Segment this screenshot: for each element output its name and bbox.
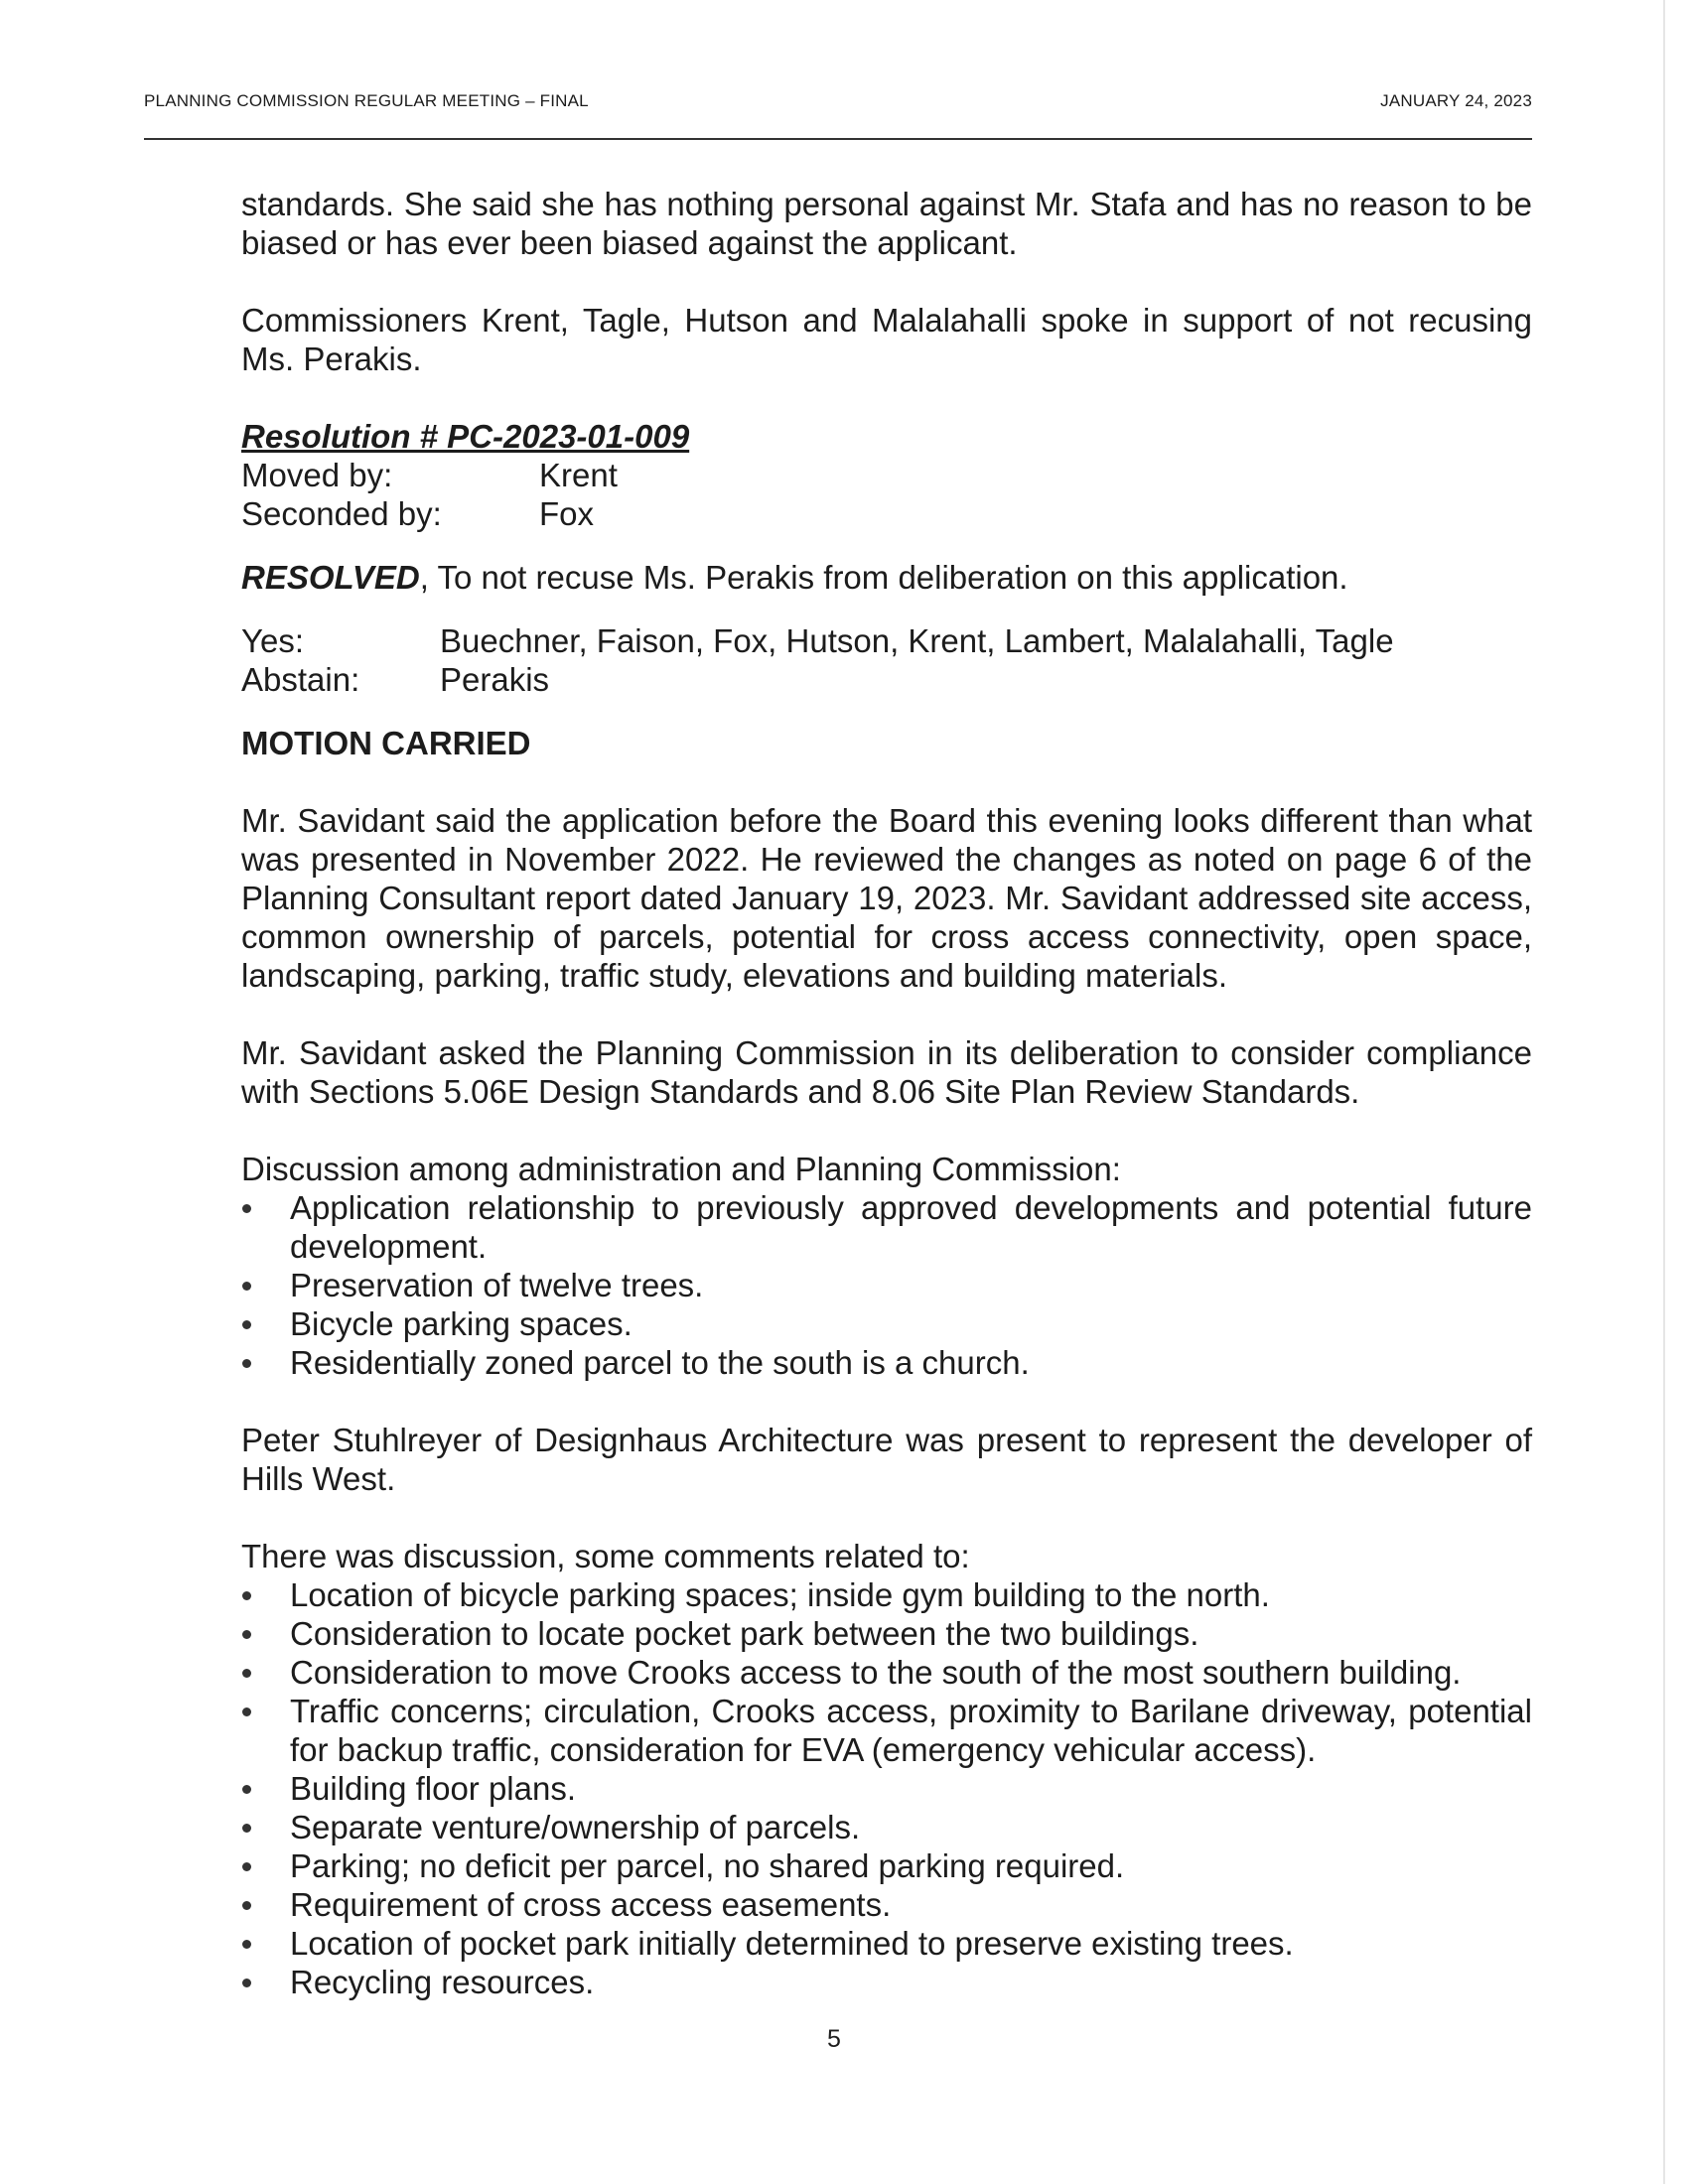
header-divider <box>144 138 1532 140</box>
vote-abstain-row <box>241 660 1532 699</box>
bullet-icon <box>242 1204 251 1213</box>
bullet-icon <box>242 1282 251 1291</box>
list-item: Traffic concerns; circulation, Crooks access, proximity to Barilane driveway, potential for backup traffic, consideration for EVA (emergency vehicular access). <box>241 1692 1532 1769</box>
bullet-icon <box>242 1359 251 1368</box>
paragraph-standards: standards. She said she has nothing personal against Mr. Stafa and has no reason to be biased or has ever been biased against the applicant. <box>241 186 1532 261</box>
seconded-by-label: Seconded by: <box>241 495 442 532</box>
resolved-text: , To not recuse Ms. Perakis from deliberation on this application. <box>419 559 1348 596</box>
bullet-icon <box>242 1320 251 1329</box>
vote-yes-row <box>241 621 1532 660</box>
bullet-icon <box>242 1630 251 1639</box>
list-item: Parking; no deficit per parcel, no shared parking required. <box>241 1846 1532 1885</box>
list-item: Consideration to move Crooks access to the south of the most southern building. <box>241 1653 1532 1692</box>
discussion-intro: Discussion among administration and Planning Commission: <box>241 1151 1121 1187</box>
list-item: Consideration to locate pocket park between the two buildings. <box>241 1614 1532 1653</box>
list-item: Separate venture/ownership of parcels. <box>241 1808 1532 1846</box>
page-number: 5 <box>827 2025 841 2053</box>
bullet-icon <box>242 1785 251 1794</box>
resolution-heading: Resolution # PC-2023-01-009 <box>241 418 690 455</box>
list-item: Preservation of twelve trees. <box>241 1266 1532 1304</box>
comments-list <box>241 1575 1532 2001</box>
list-item: Building floor plans. <box>241 1769 1532 1808</box>
resolved-label: RESOLVED <box>241 559 420 596</box>
paragraph-commissioners-support: Commissioners Krent, Tagle, Hutson and Malalahalli spoke in support of not recusing Ms. Perakis. <box>241 302 1532 377</box>
bullet-icon <box>242 1824 251 1833</box>
list-item: Location of pocket park initially determined to preserve existing trees. <box>241 1924 1532 1963</box>
vote-yes-value: Buechner, Faison, Fox, Hutson, Krent, Lambert, Malalahalli, Tagle <box>440 622 1394 659</box>
list-item: Requirement of cross access easements. <box>241 1885 1532 1924</box>
resolved-statement <box>241 558 1532 597</box>
bullet-icon <box>242 1940 251 1949</box>
scan-edge-divider <box>1663 0 1665 2184</box>
moved-by-label: Moved by: <box>241 457 393 493</box>
list-item: Application relationship to previously approved developments and potential future development. <box>241 1188 1532 1266</box>
motion-carried: MOTION CARRIED <box>241 725 531 761</box>
paragraph-stuhlreyer: Peter Stuhlreyer of Designhaus Architecture was present to represent the developer of Hills West. <box>241 1422 1532 1497</box>
vote-abstain-value: Perakis <box>440 661 550 698</box>
list-item: Location of bicycle parking spaces; inside gym building to the north. <box>241 1575 1532 1614</box>
bullet-icon <box>242 1979 251 1987</box>
discussion-list <box>241 1188 1532 1382</box>
list-item: Residentially zoned parcel to the south is a church. <box>241 1343 1532 1382</box>
list-item: Recycling resources. <box>241 1963 1532 2001</box>
bullet-icon <box>242 1707 251 1716</box>
moved-by-value: Krent <box>539 457 618 493</box>
header-date: JANUARY 24, 2023 <box>1380 91 1532 110</box>
paragraph-savidant-compliance: Mr. Savidant asked the Planning Commission in its deliberation to consider compliance with Sections 5.06E Design Standards and 8.06 Site Plan Review Standards. <box>241 1034 1532 1110</box>
seconded-by-row <box>241 494 1532 533</box>
moved-by-row <box>241 456 1532 494</box>
bullet-icon <box>242 1669 251 1678</box>
page-header <box>144 91 1532 111</box>
bullet-icon <box>242 1901 251 1910</box>
paragraph-savidant-review: Mr. Savidant said the application before the Board this evening looks different than what was presented in November 2022. He reviewed the changes as noted on page 6 of the Planning Consultant report dated January 19, 2023. Mr. Savidant addressed site access, common ownership of parcels, potential for cross access connectivity, open space, landscaping, parking, traffic study, elevations and building materials. <box>241 802 1532 994</box>
page-content <box>241 185 1532 2001</box>
comments-intro: There was discussion, some comments related to: <box>241 1538 970 1574</box>
vote-yes-label: Yes: <box>241 622 305 659</box>
list-item: Bicycle parking spaces. <box>241 1304 1532 1343</box>
vote-abstain-label: Abstain: <box>241 661 360 698</box>
seconded-by-value: Fox <box>539 495 595 532</box>
header-meeting-title: PLANNING COMMISSION REGULAR MEETING – FINAL <box>144 91 589 110</box>
bullet-icon <box>242 1591 251 1600</box>
bullet-icon <box>242 1862 251 1871</box>
